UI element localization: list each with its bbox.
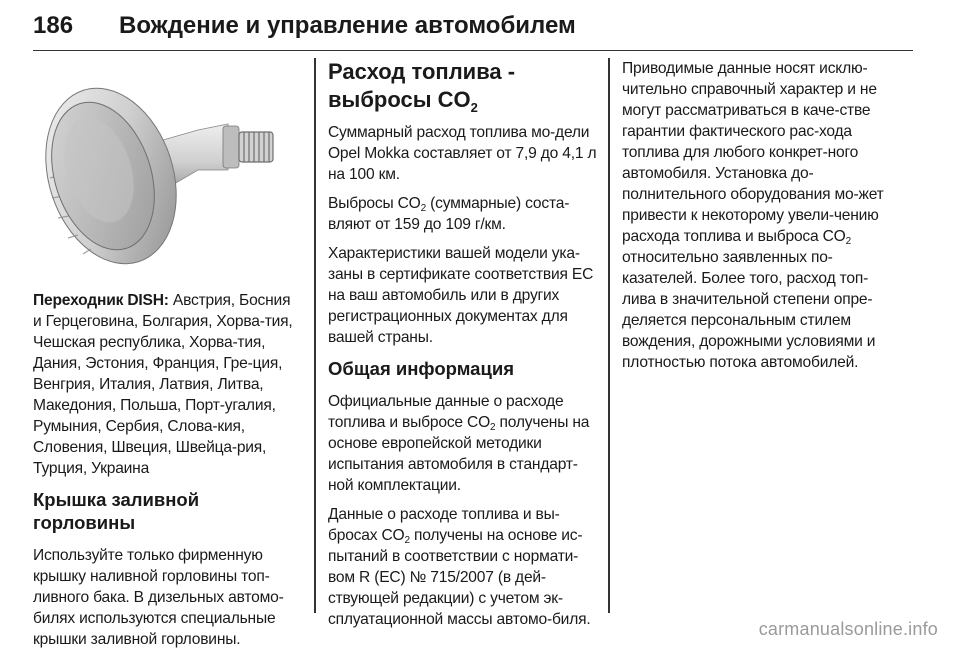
dish-adapter-countries: Австрия, Босния и Герцеговина, Болгария, Хорва-тия, Чешская республика, Хорва-тия, Дания, Эстония, Франция, Гре-ция, Венгрия, Италия, Латвия, Литва, Македония, Польша, Порт-угалия, Румыния, Сербия, Слова-кия, Словения, Швеция, Швейца-рия, Турция, Украина: [33, 292, 293, 477]
right-column: [622, 58, 894, 381]
section-title: [328, 58, 600, 114]
emissions-paragraph: Выбросы $CO_2$ (суммарные) соста-вляют от 159 до 109 г/км.: [328, 195, 570, 233]
column-divider: [608, 58, 610, 613]
section-title-line2: выбросы CO: [328, 87, 471, 112]
dish-adapter-label: Переходник DISH:: [33, 292, 169, 309]
dish-adapter-drawing: [33, 58, 299, 278]
column-divider: [314, 58, 316, 613]
dish-adapter-illustration: [33, 58, 299, 278]
section-title-line1: Расход топлива -: [328, 59, 516, 84]
official-data-paragraph: Официальные данные о расходе топлива и выбросе $CO_2$ получены на основе европейской методики испытания автомобиля в стандарт-ной комплектации.: [328, 393, 590, 494]
page-header: [33, 8, 913, 51]
certificate-paragraph: Характеристики вашей модели ука-заны в сертификате соответствия ЕС на ваш автомобиль или в других регистрационных документах для вашей страны.: [328, 245, 594, 346]
fuel-cap-heading: Крышка заливной горловины: [33, 489, 200, 533]
general-info-heading: Общая информация: [328, 358, 514, 379]
middle-column: [328, 58, 600, 638]
regulation-paragraph: Данные о расходе топлива и вы-бросах $CO_2$ получены на основе ис-пытаний в соответствии с нормати-вом R (EC) № 715/2007 (в дей-ствующей редакции) с учетом эк-сплуатационной массы автомо-биля.: [328, 506, 591, 628]
fuel-cap-paragraph: Используйте только фирменную крышку наливной горловины топ-ливного бака. В дизельных автомо-билях используются специальные крышки заливной горловины.: [33, 547, 284, 648]
page-title: Вождение и управление автомобилем: [119, 12, 576, 39]
consumption-paragraph: Суммарный расход топлива мо-дели Opel Mokka составляет от 7,9 до 4,1 л на 100 км.: [328, 124, 597, 183]
left-column: [33, 58, 299, 658]
page-number: 186: [33, 12, 74, 39]
dish-adapter-paragraph: [33, 290, 299, 479]
watermark: carmanualsonline.info: [758, 619, 938, 639]
subscript: 2: [470, 100, 478, 115]
disclaimer-paragraph: Приводимые данные носят исклю-чительно справочный характер и не могут рассматриваться в каче-стве гарантии фактического рас-хода топлива для любого конкрет-ного автомобиля. Установка до-полнительного оборудования мо-жет привести к некоторому увели-чению расхода топлива и выброса $CO_2$ относительно заявленных по-казателей. Более того, расход топ-лива в значительной степени опре-деляется персональным стилем вождения, дорожными условиями и плотностью потока автомобилей.: [622, 60, 884, 371]
